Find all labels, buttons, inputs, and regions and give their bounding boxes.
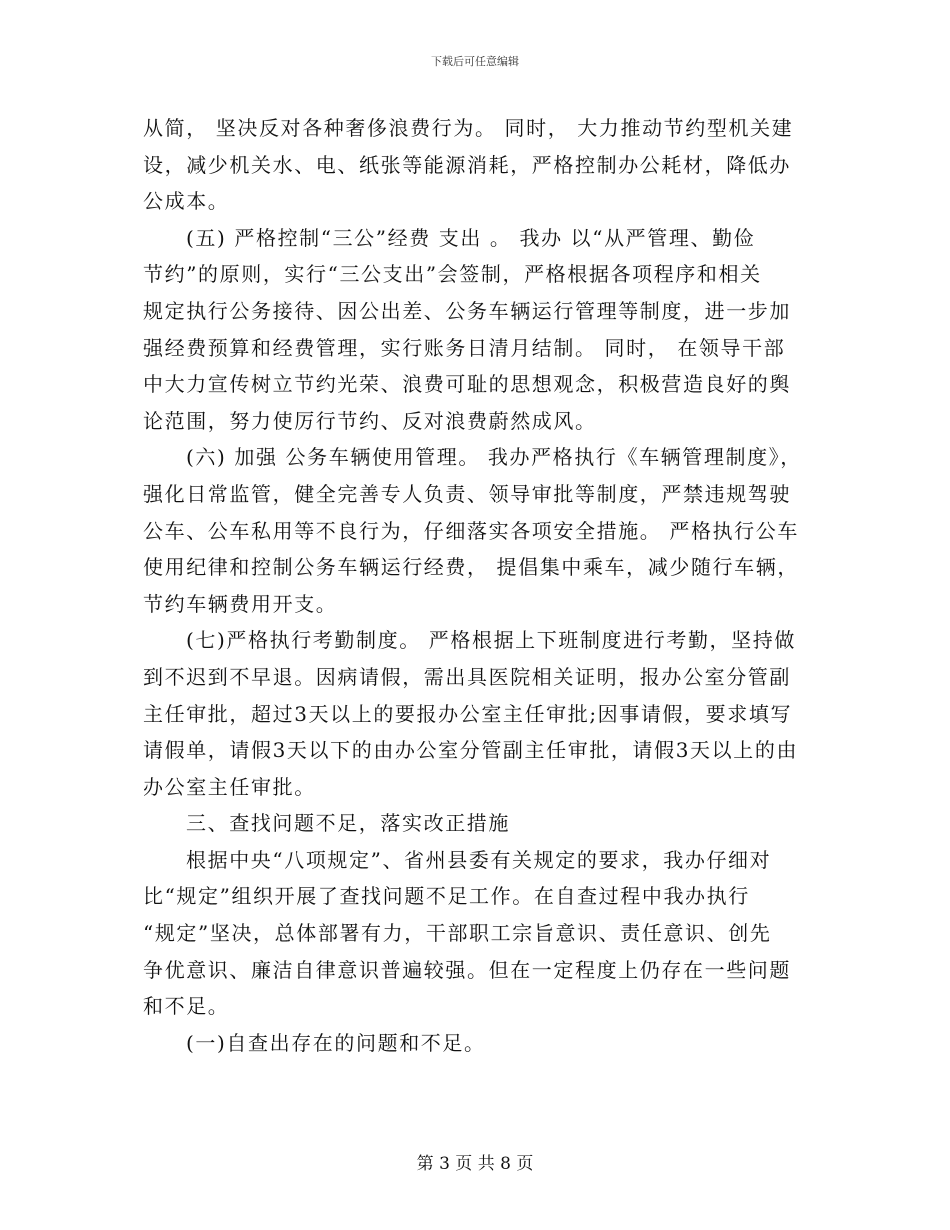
text-line: 到不迟到不早退。因病请假，需出具医院相关证明，报办公室分管副 bbox=[143, 664, 791, 689]
paragraph bbox=[143, 220, 843, 440]
text-line: 规定执行公务接待、因公出差、公务车辆运行管理等制度，进一步加 bbox=[143, 298, 791, 323]
section-heading bbox=[143, 805, 843, 842]
text-line: 节约车辆费用开支。 bbox=[143, 591, 338, 616]
text-line: “规定”坚决，总体部署有力，干部职工宗旨意识、责任意识、创先 bbox=[143, 921, 772, 946]
text-line: 根据中央“八项规定”、省州县委有关规定的要求，我办仔细对 bbox=[186, 847, 772, 872]
paragraph bbox=[143, 842, 843, 1025]
text-line: 从简， 坚决反对各种奢侈浪费行为。 同时， 大力推动节约型机关建 bbox=[143, 116, 794, 140]
text-line: (六) 加强 公务车辆使用管理。 我办严格执行《车辆管理制度》， bbox=[186, 445, 802, 470]
text-line: 论范围，努力使厉行节约、反对浪费蔚然成风。 bbox=[143, 408, 597, 433]
text-line: 使用纪律和控制公务车辆运行经费， 提倡集中乘车，减少随行车辆， bbox=[143, 555, 799, 580]
paragraph bbox=[143, 110, 843, 220]
text-line: 主任审批，超过3天以上的要报办公室主任审批;因事请假，要求填写 bbox=[143, 701, 793, 726]
text-line: 和不足。 bbox=[143, 994, 230, 1019]
text-line: (五) 严格控制“三公”经费 支出 。 我办 以“从严管理、勤俭 bbox=[186, 225, 756, 250]
text-line: (七)严格执行考勤制度。 严格根据上下班制度进行考勤，坚持做 bbox=[186, 628, 796, 653]
text-line: 公成本。 bbox=[143, 189, 230, 214]
text-line: 争优意识、廉洁自律意识普遍较强。但在一定程度上仍存在一些问题 bbox=[143, 957, 791, 982]
text-line: 比“规定”组织开展了查找问题不足工作。在自查过程中我办执行 bbox=[143, 884, 750, 909]
page-number-footer: 第 3 页 共 8 页 bbox=[416, 1154, 534, 1174]
paragraph bbox=[143, 439, 843, 622]
subsection-heading-text: (一)自查出存在的问题和不足。 bbox=[186, 1030, 486, 1055]
page-header-note: 下载后可任意编辑 bbox=[431, 55, 519, 68]
document-body bbox=[143, 110, 843, 1061]
text-line: 强经费预算和经费管理，实行账务日清月结制。 同时， 在领导干部 bbox=[143, 335, 786, 360]
subsection-heading bbox=[143, 1025, 843, 1062]
text-line: 节约”的原则，实行“三公支出”会签制，严格根据各项程序和相关 bbox=[143, 262, 762, 287]
text-line: 强化日常监管，健全完善专人负责、领导审批等制度，严禁违规驾驶 bbox=[143, 481, 791, 506]
text-line: 中大力宣传树立节约光荣、浪费可耻的思想观念，积极营造良好的舆 bbox=[143, 372, 791, 397]
paragraph bbox=[143, 622, 843, 805]
text-line: 设，减少机关水、电、纸张等能源消耗，严格控制办公耗材，降低办 bbox=[143, 152, 791, 177]
text-line: 办公室主任审批。 bbox=[143, 774, 316, 799]
section-heading-text: 三、查找问题不足，落实改正措施 bbox=[186, 811, 510, 836]
text-line: 请假单，请假3天以下的由办公室分管副主任审批，请假3天以上的由 bbox=[143, 738, 799, 763]
text-line: 公车、公车私用等不良行为，仔细落实各项安全措施。 严格执行公车 bbox=[143, 518, 799, 543]
